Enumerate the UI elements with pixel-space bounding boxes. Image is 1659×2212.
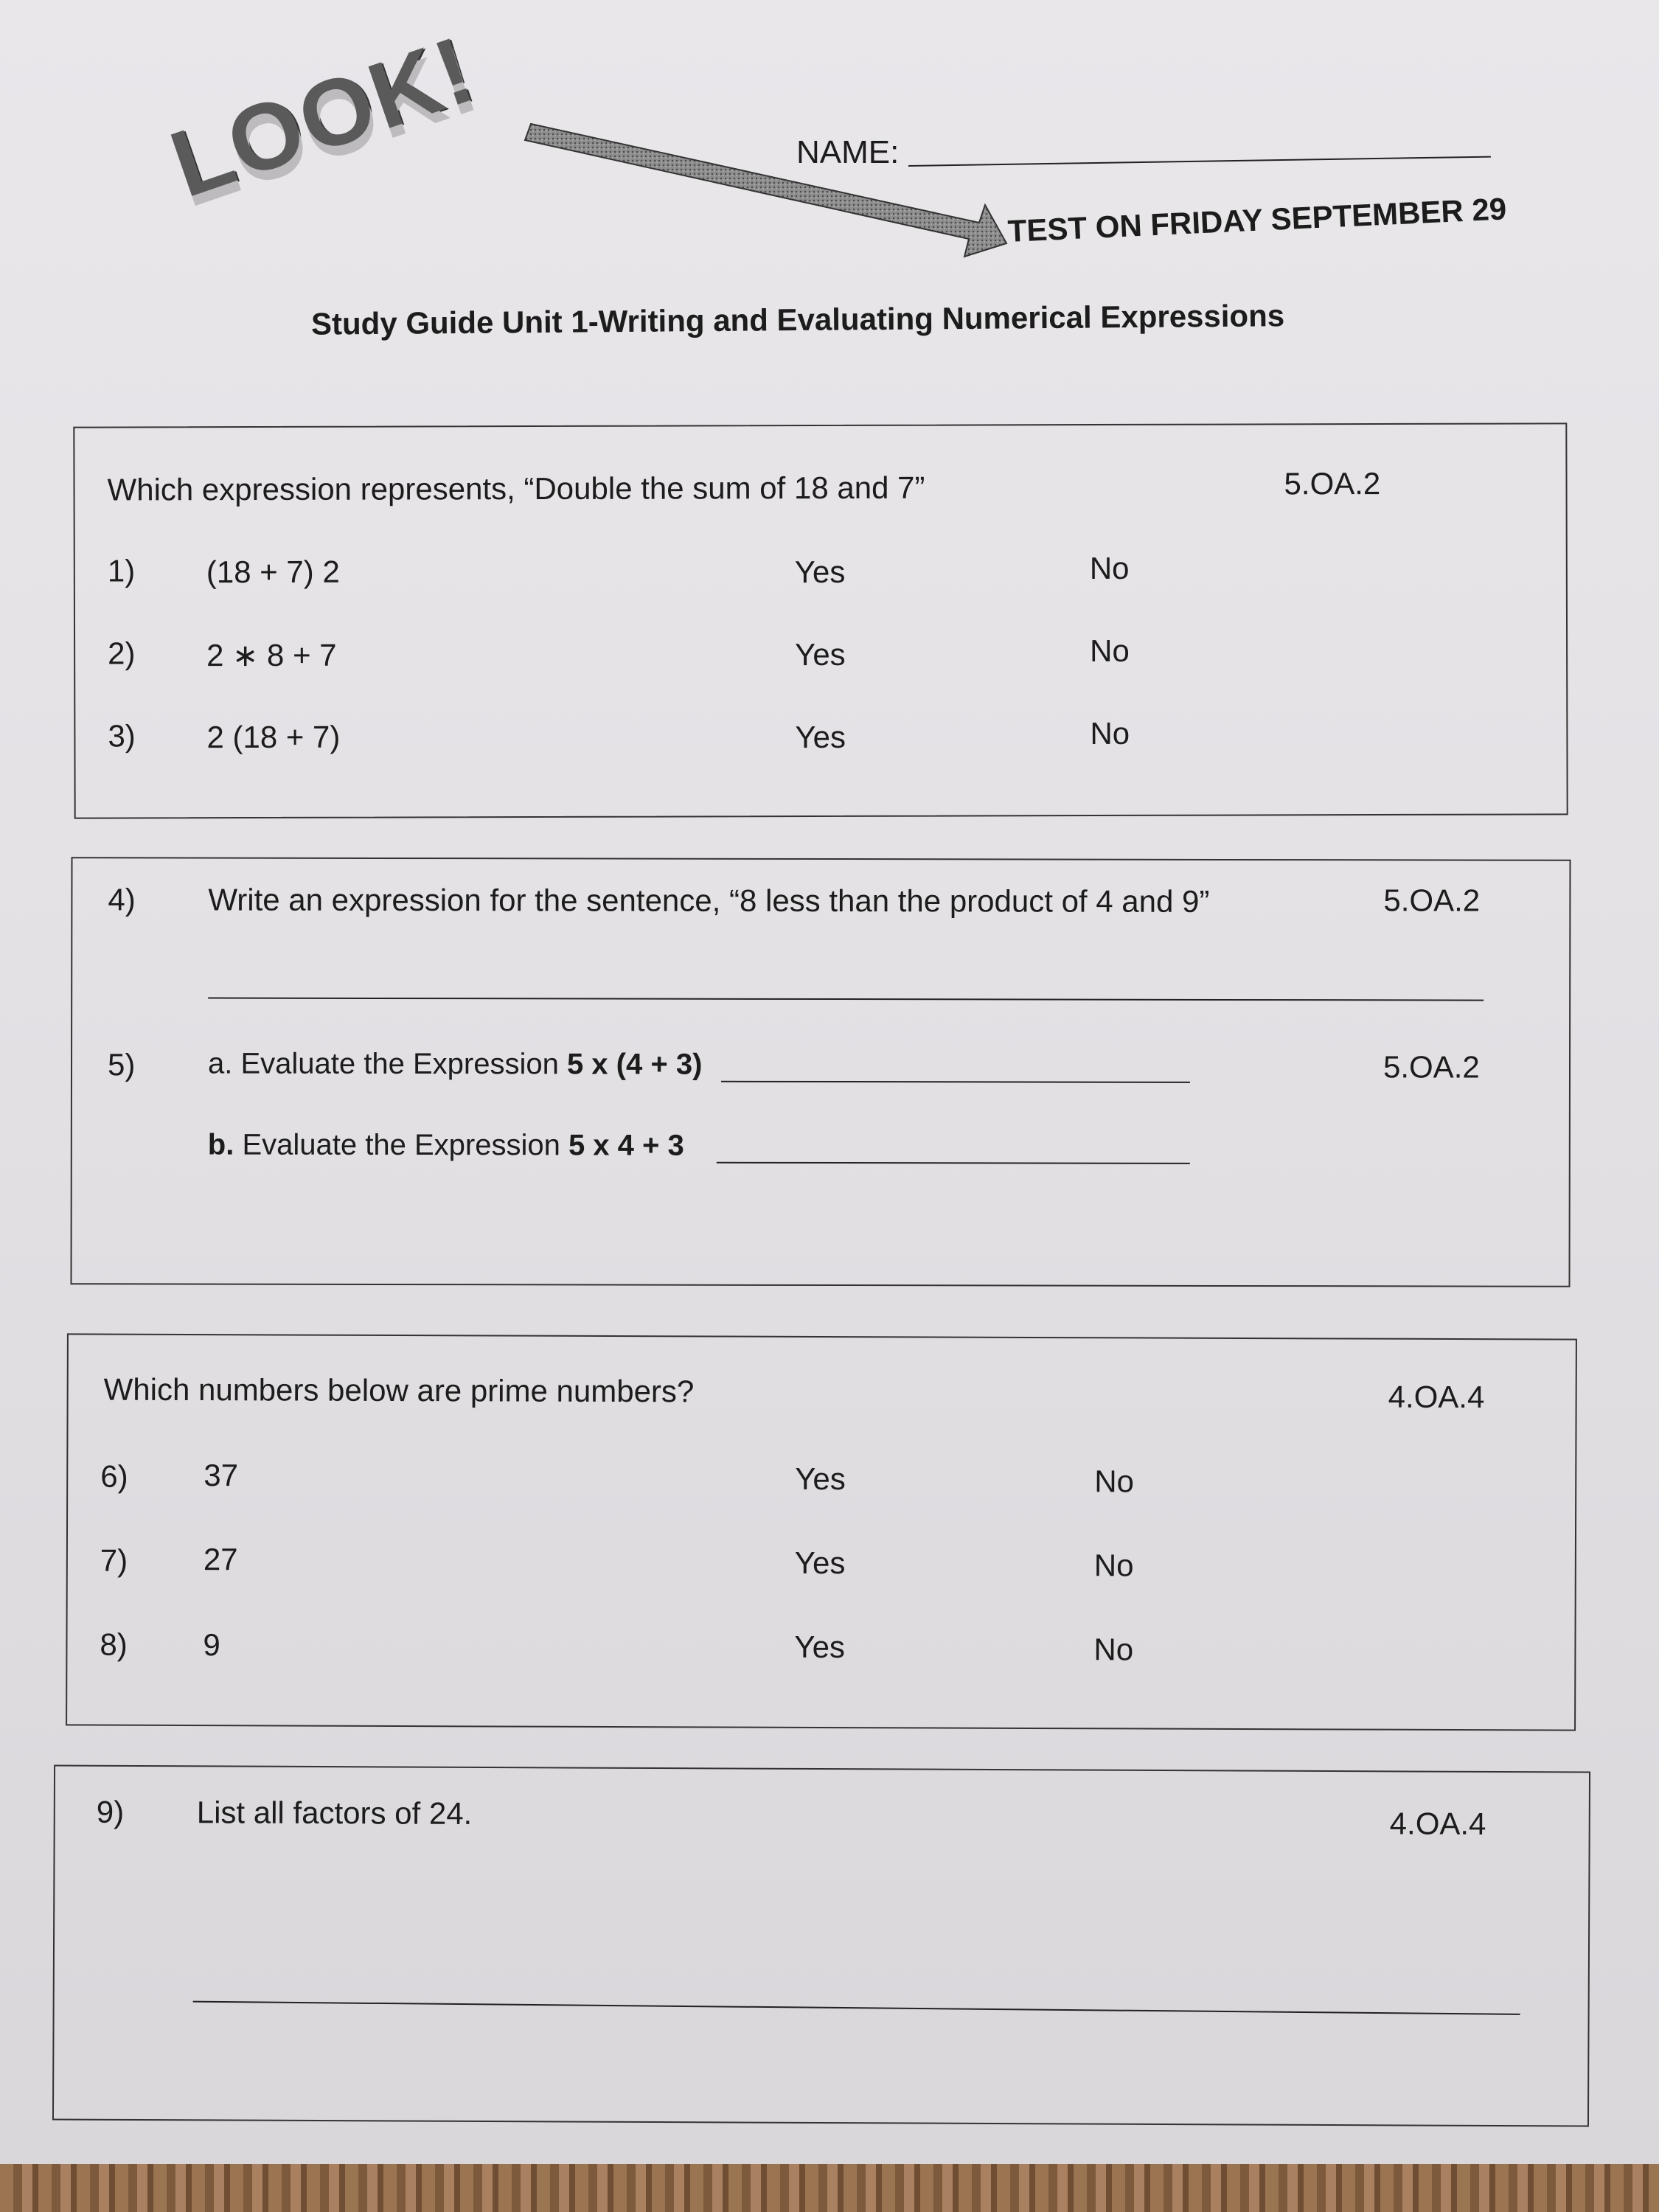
no-option[interactable]: No xyxy=(1089,550,1130,586)
arrow-icon xyxy=(516,111,1032,273)
test-date: TEST ON FRIDAY SEPTEMBER 29 xyxy=(1006,191,1508,249)
standard-code: 4.OA.4 xyxy=(1389,1806,1486,1841)
question-5a xyxy=(208,1048,702,1082)
name-label: NAME: xyxy=(796,134,900,170)
question-prompt: Write an expression for the sentence, “8 less than the product of 4 and 9” xyxy=(208,882,1210,919)
yes-option[interactable]: Yes xyxy=(794,1629,846,1665)
question-prompt: List all factors of 24. xyxy=(196,1795,473,1831)
yes-option[interactable]: Yes xyxy=(794,1545,846,1581)
expression-option: 2 ∗ 8 + 7 xyxy=(206,637,337,673)
answer-line-q4[interactable] xyxy=(208,998,1484,1001)
no-option[interactable]: No xyxy=(1090,633,1130,669)
yes-option[interactable]: Yes xyxy=(795,636,846,672)
question-number: 4) xyxy=(108,882,136,917)
question-5b-text: Evaluate the Expression xyxy=(234,1128,569,1162)
yes-option[interactable]: Yes xyxy=(794,554,846,590)
standard-code: 5.OA.2 xyxy=(1383,883,1481,918)
section-prime-numbers xyxy=(66,1333,1577,1731)
yes-option[interactable]: Yes xyxy=(795,1461,846,1497)
answer-line-q9[interactable] xyxy=(193,2001,1520,2015)
question-number: 9) xyxy=(96,1794,125,1829)
question-5b-label: b. xyxy=(207,1128,234,1161)
number-option: 37 xyxy=(204,1458,239,1493)
number-option: 9 xyxy=(203,1627,220,1663)
question-prompt: Which numbers below are prime numbers? xyxy=(103,1371,695,1409)
look-heading: LOOK! xyxy=(158,16,487,218)
no-option[interactable]: No xyxy=(1093,1548,1134,1583)
number-option: 27 xyxy=(203,1542,238,1577)
question-5a-text: a. Evaluate the Expression xyxy=(207,1047,568,1081)
section-factors xyxy=(52,1764,1590,2126)
standard-code: 5.OA.2 xyxy=(1284,466,1381,501)
no-option[interactable]: No xyxy=(1090,715,1130,751)
no-option[interactable]: No xyxy=(1094,1464,1135,1499)
question-number: 2) xyxy=(108,636,136,671)
page-title: Study Guide Unit 1-Writing and Evaluating Numerical Expressions xyxy=(310,298,1285,341)
question-number: 5) xyxy=(107,1047,136,1082)
question-number: 1) xyxy=(107,553,136,588)
question-number: 7) xyxy=(100,1543,128,1578)
question-5b-expression: 5 x 4 + 3 xyxy=(568,1129,684,1162)
question-number: 3) xyxy=(108,718,136,754)
standard-code: 4.OA.4 xyxy=(1388,1379,1485,1415)
standard-code: 5.OA.2 xyxy=(1382,1049,1480,1085)
question-number: 8) xyxy=(100,1627,128,1662)
answer-line-5a[interactable] xyxy=(721,1081,1190,1083)
question-prompt: Which expression represents, “Double the sum of 18 and 7” xyxy=(107,470,925,507)
yes-option[interactable]: Yes xyxy=(795,719,846,755)
question-5a-expression: 5 x (4 + 3) xyxy=(566,1048,703,1081)
section-expression-choice xyxy=(73,422,1568,818)
section-write-evaluate xyxy=(70,857,1571,1287)
question-number: 6) xyxy=(100,1458,128,1494)
question-5b xyxy=(208,1129,684,1163)
no-option[interactable]: No xyxy=(1093,1632,1134,1667)
expression-option: 2 (18 + 7) xyxy=(206,719,341,755)
expression-option: (18 + 7) 2 xyxy=(206,554,340,590)
answer-line-5b[interactable] xyxy=(717,1162,1190,1164)
